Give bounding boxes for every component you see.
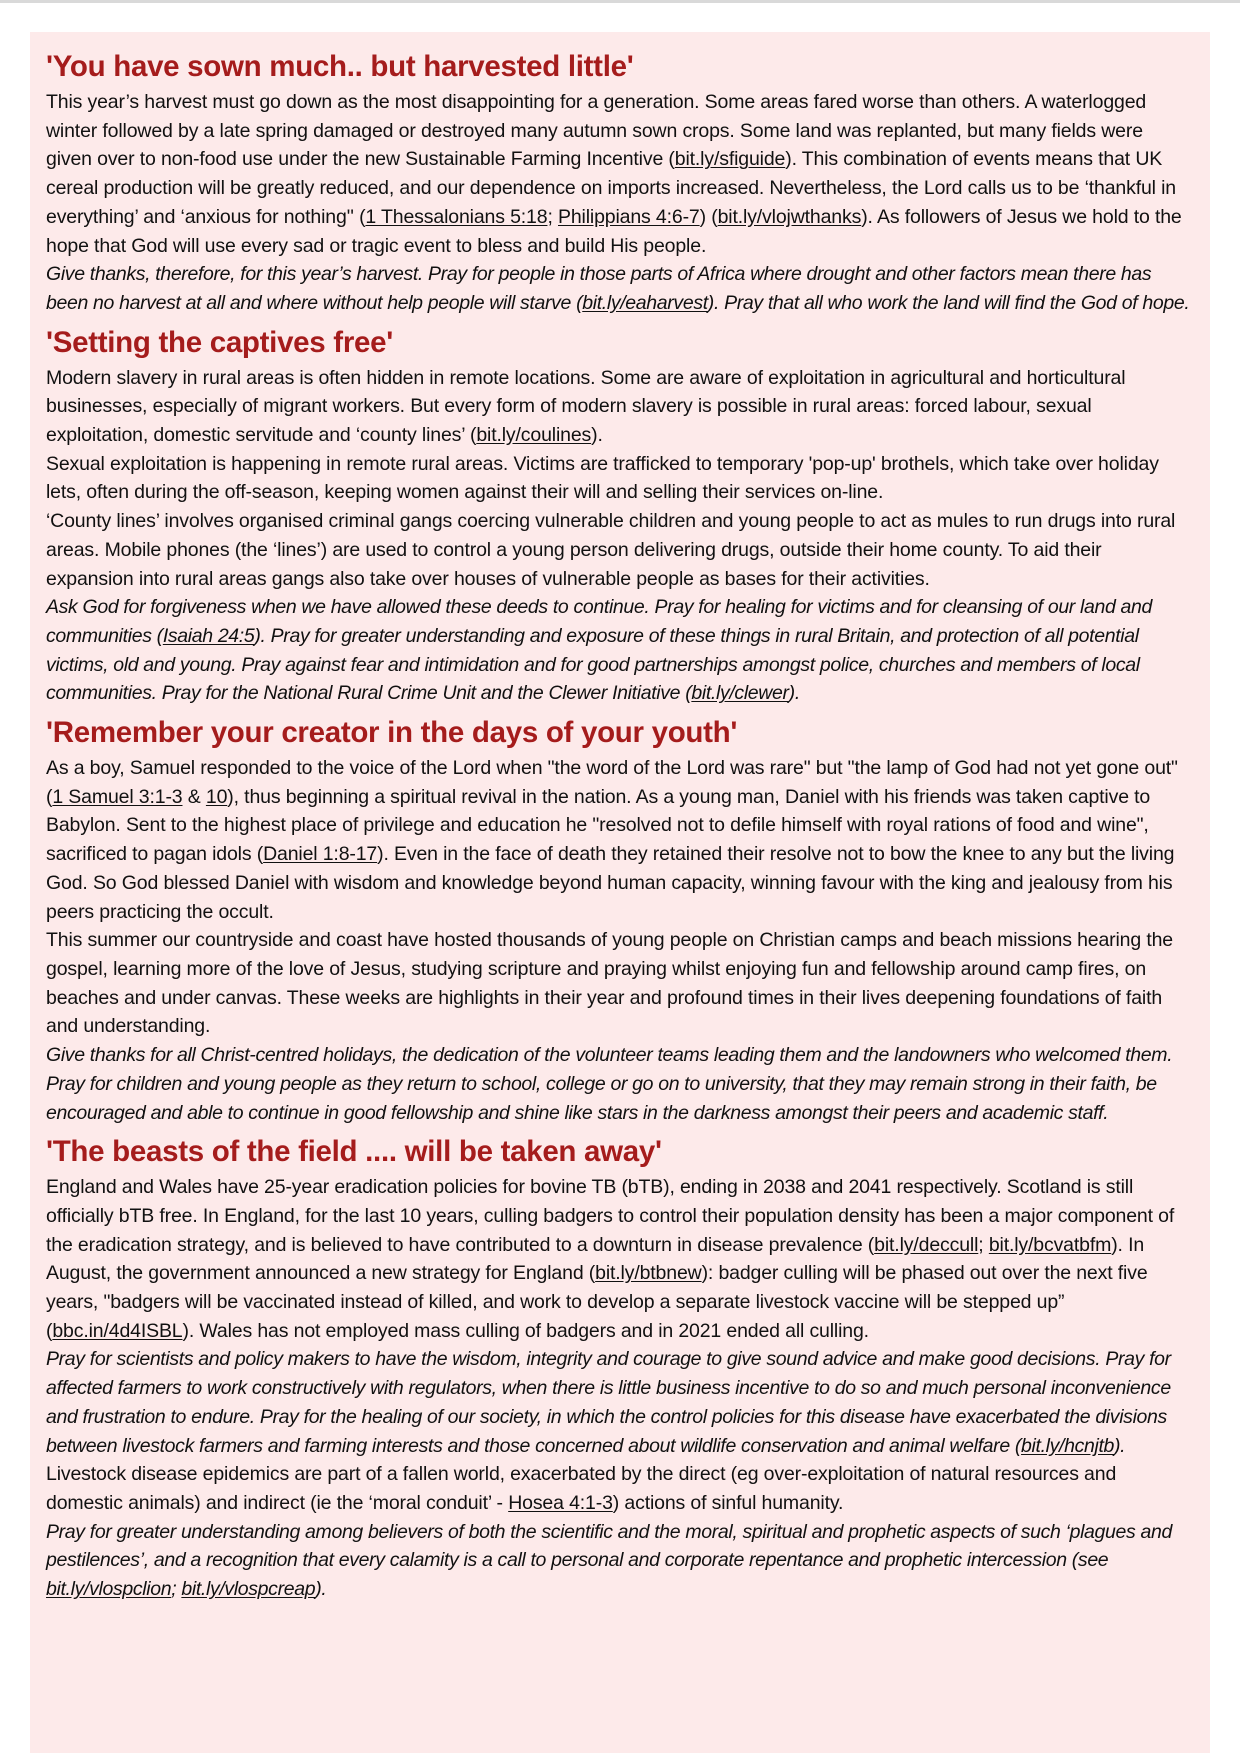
text-run: & <box>182 785 206 808</box>
prayer-bulletin-panel <box>30 32 1210 1753</box>
reference-link[interactable]: 1 Samuel 3:1-3 <box>52 785 183 808</box>
section-heading: 'Remember your creator in the days of your youth' <box>46 716 738 750</box>
body-paragraph <box>46 88 1194 260</box>
text-run: ; <box>978 1233 989 1256</box>
section-heading: 'Setting the captives free' <box>46 325 393 359</box>
text-run: Pray for scientists and policy makers to have the wisdom, integrity and courage to give sound advice and make good decisions. Pray for affected farmers to work constructively with regulators, when there is little business incentive to do so and much personal inconvenience and frustration to endure. Pray for the healing of our society, in which the control policies for this disease have exacerbated the divisions between livestock farmers and farming interests and those concerned about wildlife conservation and animal welfare ( <box>46 1348 1171 1457</box>
text-run: This year’s harvest must go down as the most disappointing for a generation. Some areas fared worse than others. A waterlogged winter followed by a late spring damaged or destroyed many autumn sown crops. Some land was replanted, but many fields were given over to non-food use under the new Sustainable Farming Incentive ( <box>46 91 1147 171</box>
section-heading: 'The beasts of the field .... will be taken away' <box>46 1135 662 1169</box>
reference-link[interactable]: bbc.in/4d4ISBL <box>52 1319 183 1342</box>
text-run: ) actions of sinful humanity. <box>612 1491 844 1514</box>
body-paragraph <box>46 507 1194 593</box>
prayer-paragraph <box>46 1041 1194 1127</box>
text-run: ). Even in the face of death they retained their resolve not to bow the knee to any but the living God. So God blessed Daniel with wisdom and knowledge beyond human capacity, winning favour with the king and jealousy from his peers practicing the occult. <box>46 843 1175 923</box>
section-1 <box>46 48 1194 318</box>
body-paragraph <box>46 926 1194 1041</box>
prayer-paragraph <box>46 1518 1194 1604</box>
reference-link[interactable]: bit.ly/clewer <box>691 682 789 705</box>
text-run: ; <box>171 1578 182 1601</box>
text-run: Modern slavery in rural areas is often hidden in remote locations. Some are aware of exploitation in agricultural and horticultural businesses, especially of migrant workers. But every form of modern slavery is possible in rural areas: forced labour, sexual exploitation, domestic servitude and ‘county lines’ ( <box>46 366 1126 447</box>
section-4 <box>46 1133 1194 1604</box>
reference-link[interactable]: bit.ly/vlojwthanks <box>717 205 862 228</box>
reference-link[interactable]: Daniel 1:8-17 <box>263 843 378 866</box>
text-run: ). Wales has not employed mass culling of badgers and in 2021 ended all culling. <box>182 1319 869 1342</box>
text-run: As a boy, Samuel responded to the voice of the Lord when "the word of the Lord was rare" but "the lamp of God had not yet gone out" ( <box>46 757 1178 808</box>
reference-link[interactable]: bit.ly/bcvatbfm <box>988 1233 1112 1256</box>
text-run: ), thus beginning a spiritual revival in the nation. As a young man, Daniel with his friends was taken captive to Babylon. Sent to the highest place of privilege and education he "resolved not to defile himself with royal rations of food and wine", sacrificed to pagan idols ( <box>46 785 1151 866</box>
text-run: This summer our countryside and coast have hosted thousands of young people on Christian camps and beach missions hearing the gospel, learning more of the love of Jesus, studying scripture and praying whilst enjoying fun and fellowship around camp fires, on beaches and under canvas. These weeks are highlights in their year and profound times in their lives deepening foundations of faith and understanding. <box>46 929 1173 1038</box>
text-run: Livestock disease epidemics are part of a fallen world, exacerbated by the direct (eg over-exploitation of natural resources and domestic animals) and indirect (ie the ‘moral conduit’ - <box>46 1463 1117 1514</box>
section-heading: 'You have sown much.. but harvested little' <box>46 50 634 83</box>
reference-link[interactable]: bit.ly/deccull <box>874 1233 979 1256</box>
reference-link[interactable]: bit.ly/vlospclion <box>46 1578 172 1601</box>
text-run: Ask God for forgiveness when we have allowed these deeds to continue. Pray for healing for victims and for cleansing of our land and communities ( <box>46 596 1153 647</box>
text-run: ). Pray for greater understanding and exposure of these things in rural Britain, and protection of all potential victims, old and young. Pray against fear and intimidation and for good partnerships amongst police, churches and members of local communities. Pray for the National Rural Crime Unit and the Clewer Initiative ( <box>46 624 1140 705</box>
prayer-paragraph <box>46 1345 1194 1460</box>
text-run: ). <box>591 424 603 447</box>
reference-link[interactable]: bit.ly/eaharvest <box>582 291 708 314</box>
text-run: Give thanks for all Christ-centred holidays, the dedication of the volunteer teams leading them and the landowners who welcomed them. Pray for children and young people as they return to school, college or go on to university, that they may remain strong in their faith, be encouraged and able to continue in good fellowship and shine like stars in the darkness amongst their peers and academic staff. <box>46 1044 1173 1124</box>
reference-link[interactable]: 1 Thessalonians 5:18 <box>365 205 548 228</box>
body-paragraph <box>46 1460 1194 1517</box>
body-paragraph <box>46 364 1194 450</box>
section-2 <box>46 324 1194 708</box>
top-divider <box>0 0 1240 3</box>
reference-link[interactable]: Hosea 4:1-3 <box>508 1491 613 1514</box>
section-3 <box>46 714 1194 1127</box>
body-paragraph <box>46 450 1194 507</box>
text-run: ). Pray that all who work the land will find the God of hope. <box>707 291 1190 314</box>
text-run: England and Wales have 25-year eradication policies for bovine TB (bTB), ending in 2038 and 2041 respectively. Scotland is still officially bTB free. In England, for the last 10 years, culling badgers to control their population density has been a major component of the eradication strategy, and is believed to have contributed to a downturn in disease prevalence ( <box>46 1176 1175 1256</box>
text-run: ) ( <box>699 205 718 228</box>
text-run: ): badger culling will be phased out over the next five years, "badgers will be vaccinated instead of killed, and work to develop a separate livestock vaccine will be stepped up” ( <box>46 1262 1148 1342</box>
prayer-paragraph <box>46 593 1194 708</box>
text-run: Sexual exploitation is happening in remote rural areas. Victims are trafficked to temporary 'pop-up' brothels, which take over holiday lets, often during the off-season, keeping women against their will and selling their services on-line. <box>46 452 1159 504</box>
body-paragraph <box>46 1173 1194 1345</box>
text-run: ). <box>1114 1434 1126 1457</box>
reference-link[interactable]: 10 <box>205 785 228 808</box>
body-paragraph <box>46 754 1194 926</box>
text-run: Pray for greater understanding among believers of both the scientific and the moral, spiritual and prophetic aspects of such ‘plagues and pestilences’, and a recognition that every calamity is a call to personal and corporate repentance and prophetic intercession (see <box>46 1520 1172 1572</box>
reference-link[interactable]: bit.ly/sfiguide <box>674 148 786 171</box>
text-run: ‘County lines’ involves organised criminal gangs coercing vulnerable children and young people to act as mules to run drugs into rural areas. Mobile phones (the ‘lines’) are used to control a young person delivering drugs, outside their home county. To aid their expansion into rural areas gangs also take over houses of vulnerable people as bases for their activities. <box>46 510 1176 590</box>
text-run: ). <box>788 682 800 705</box>
text-run: ). <box>315 1578 327 1601</box>
text-run: ). In August, the government announced a new strategy for England ( <box>46 1233 1145 1285</box>
prayer-paragraph <box>46 260 1194 317</box>
reference-link[interactable]: bit.ly/vlospcreap <box>181 1578 316 1601</box>
text-run: ; <box>547 205 558 228</box>
text-run: ). This combination of events means that UK cereal production will be greatly reduced, and our dependence on imports increased. Nevertheless, the Lord calls us to be ‘thankful in everything’ and ‘anxious for nothing'' ( <box>46 148 1176 228</box>
reference-link[interactable]: Isaiah 24:5 <box>162 624 255 647</box>
text-run: Give thanks, therefore, for this year’s harvest. Pray for people in those parts of Africa where drought and other factors mean there has been no harvest at all and where without help people will starve ( <box>46 263 1152 314</box>
reference-link[interactable]: bit.ly/btbnew <box>595 1262 702 1285</box>
reference-link[interactable]: bit.ly/coulines <box>476 424 592 447</box>
reference-link[interactable]: bit.ly/hcnjtb <box>1021 1434 1115 1457</box>
text-run: ). As followers of Jesus we hold to the hope that God will use every sad or tragic event to bless and build His people. <box>46 205 1182 257</box>
reference-link[interactable]: Philippians 4:6-7 <box>558 205 700 228</box>
